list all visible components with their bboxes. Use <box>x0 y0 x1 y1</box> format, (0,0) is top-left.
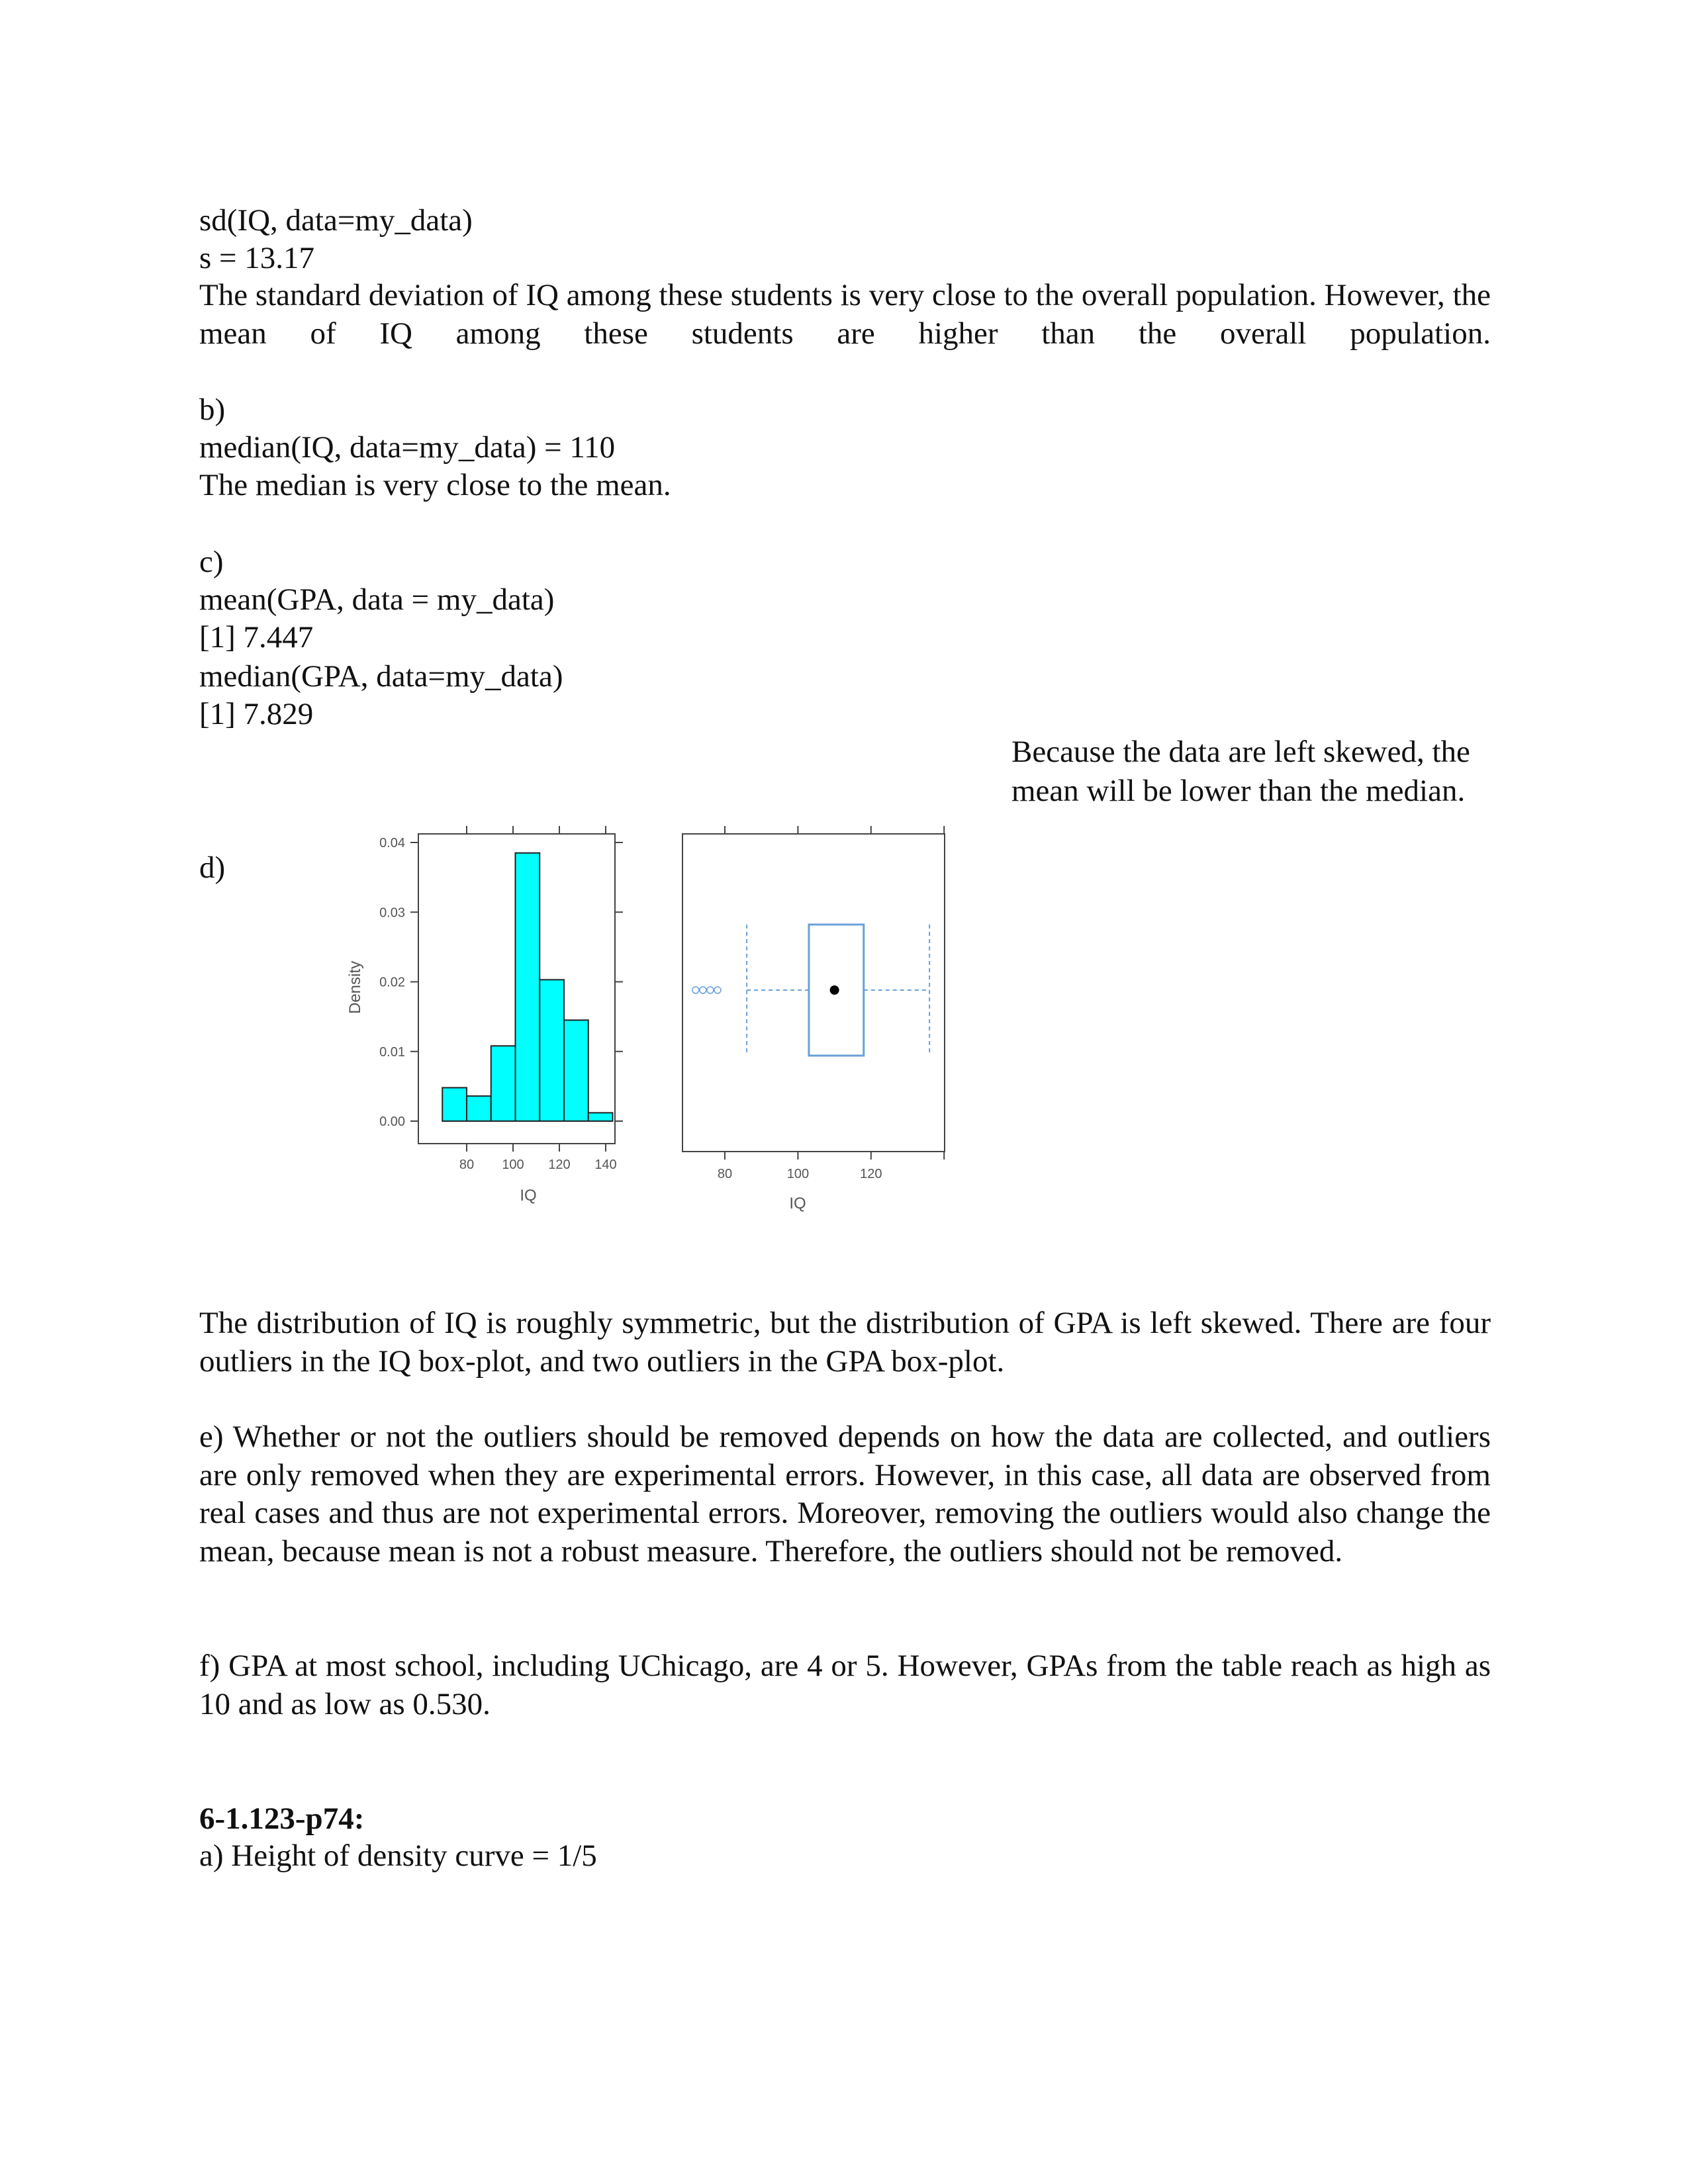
outlier-point <box>700 987 706 993</box>
median-dot <box>830 985 839 995</box>
outlier-point <box>707 987 714 993</box>
result-line: s = 13.17 <box>199 241 315 275</box>
code-line: median(IQ, data=my_data) = 110 <box>199 430 616 465</box>
code-line: mean(GPA, data = my_data) <box>199 582 555 617</box>
section-heading: 6-1.123-p74: <box>199 1801 365 1836</box>
x-tick-label: 100 <box>502 1158 524 1172</box>
histogram-bar <box>539 979 564 1121</box>
histogram-bar <box>467 1096 491 1121</box>
outlier-point <box>714 987 721 993</box>
note-line: Because the data are left skewed, the <box>1011 735 1470 769</box>
paragraph-d: The distribution of IQ is roughly symmetric, but the distribution of GPA is left skewed. There are four outliers in the IQ box-plot, and two outliers in the GPA box-plot. <box>199 1306 1491 1379</box>
y-tick-label: 0.02 <box>379 975 405 990</box>
boxplot-frame <box>682 834 945 1152</box>
outlier-point <box>692 987 699 993</box>
histogram-bar <box>588 1113 613 1121</box>
code-line: sd(IQ, data=my_data) <box>199 203 473 238</box>
histogram-bar <box>516 853 540 1121</box>
x-tick-label: 80 <box>717 1167 733 1181</box>
result-line: [1] 7.829 <box>199 697 314 731</box>
x-axis-label: IQ <box>520 1187 537 1205</box>
text-line: The median is very close to the mean. <box>199 468 671 502</box>
x-tick-label: 100 <box>786 1167 810 1181</box>
paragraph-e: e) Whether or not the outliers should be removed depends on how the data are collected, and outliers are only removed when they are experimental errors. However, in this case, all data are observed from real cases and thus are not experimental errors. Moreover, removing the outliers would also change the mean, because mean is not a robust measure. Therefore, the outliers should not be removed. <box>199 1420 1491 1569</box>
x-axis-label: IQ <box>789 1195 806 1212</box>
histogram-bar <box>442 1087 467 1121</box>
paragraph-a: The standard deviation of IQ among these students is very close to the overall population. However, the mean of IQ among these students are higher than the overall population. <box>199 278 1491 351</box>
code-line: median(GPA, data=my_data) <box>199 659 563 694</box>
paragraph-f: f) GPA at most school, including UChicago, are 4 or 5. However, GPAs from the table reach as high as 10 and as low as 0.530. <box>199 1649 1491 1721</box>
text-line: a) Height of density curve = 1/5 <box>199 1839 597 1873</box>
y-tick-label: 0.00 <box>379 1115 405 1129</box>
label-c: c) <box>199 545 224 579</box>
histogram-bar <box>564 1020 588 1121</box>
note-line: mean will be lower than the median. <box>1011 774 1466 808</box>
y-axis-label: Density <box>346 960 364 1015</box>
label-b: b) <box>199 392 226 427</box>
iq-charts <box>318 807 980 1238</box>
x-tick-label: 120 <box>548 1158 571 1172</box>
result-line: [1] 7.447 <box>199 620 314 655</box>
y-tick-label: 0.03 <box>379 905 405 921</box>
label-d: d) <box>199 850 226 885</box>
x-tick-label: 120 <box>860 1167 882 1181</box>
x-tick-label: 140 <box>594 1158 617 1172</box>
histogram-bar <box>491 1046 516 1121</box>
y-tick-label: 0.04 <box>379 836 405 850</box>
x-tick-label: 80 <box>459 1158 475 1172</box>
y-tick-label: 0.01 <box>379 1044 405 1060</box>
